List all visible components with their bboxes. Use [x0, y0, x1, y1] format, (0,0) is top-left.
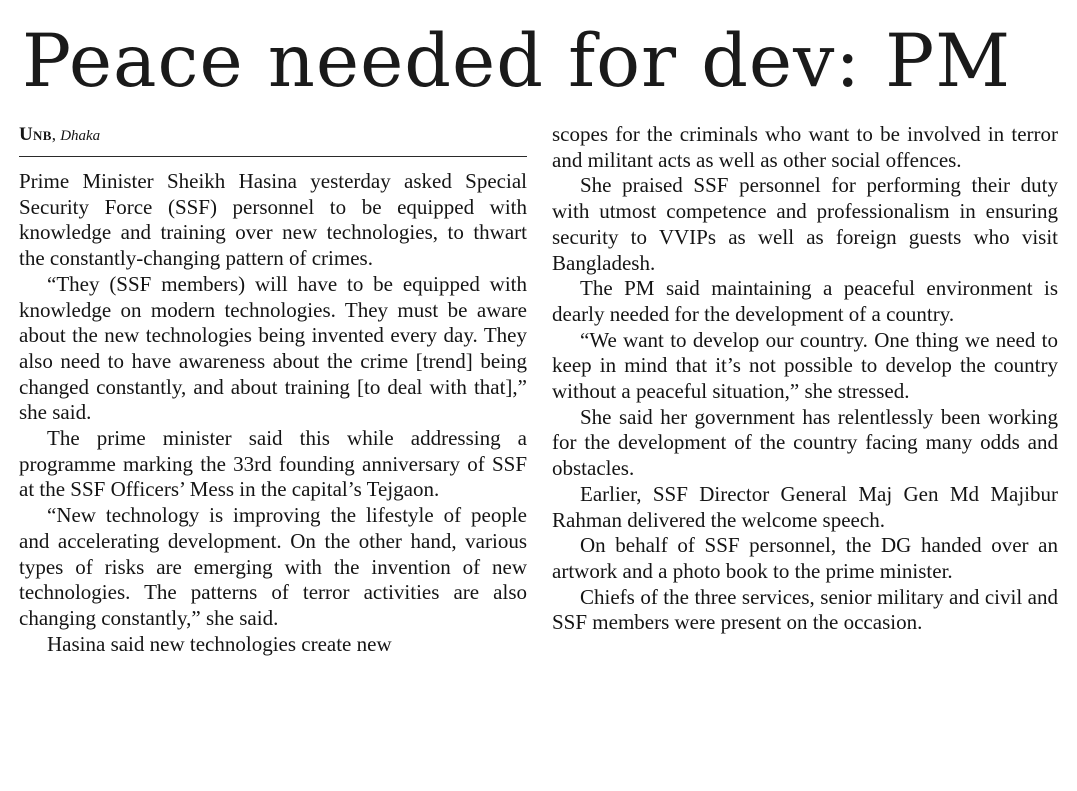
byline: Unb, Dhaka — [19, 124, 101, 145]
paragraph: On behalf of SSF personnel, the DG handed over an artwork and a photo book to the prime minister. — [552, 533, 1058, 583]
paragraph: Chiefs of the three services, senior military and civil and SSF members were present on the occasion. — [552, 584, 1058, 635]
byline-divider — [19, 156, 527, 157]
paragraph: “New technology is improving the lifestyle of people and accelerating development. On the other hand, various types of risks are emerging with the invention of new technologies. The patterns of terror activities are also changing constantly,” she said. — [19, 503, 527, 630]
byline-place: Dhaka — [60, 128, 101, 144]
paragraph: scopes for the criminals who want to be involved in terror and militant acts as well as other social offences. — [552, 122, 1058, 172]
paragraph: The prime minister said this while addressing a programme marking the 33rd founding anniversary of SSF at the SSF Officers’ Mess in the capital’s Tejgaon. — [19, 426, 527, 502]
paragraph: “We want to develop our country. One thing we need to keep in mind that it’s not possible to develop the country without a peaceful situation,” she stressed. — [552, 327, 1058, 404]
paragraph: Hasina said new technologies create new — [47, 631, 392, 656]
paragraph: Prime Minister Sheikh Hasina yesterday asked Special Security Force (SSF) personnel to be equipped with knowledge and training over new technologies, to thwart the constantly-changing pattern of crimes. — [19, 169, 527, 271]
paragraph: She praised SSF personnel for performing their duty with utmost competence and professionalism in ensuring security to VVIPs as well as foreign guests who visit Bangladesh. — [552, 173, 1058, 275]
article-column-left — [19, 122, 527, 657]
paragraph: “They (SSF members) will have to be equipped with knowledge on modern technologies. They must be aware about the new technologies being invented every day. They also need to have awareness about the crime [trend] being changed constantly, and about training [to deal with that],” she said. — [19, 271, 527, 425]
paragraph: Earlier, SSF Director General Maj Gen Md Majibur Rahman delivered the welcome speech. — [552, 481, 1058, 532]
article-column-right — [552, 122, 1058, 636]
headline: Peace needed for dev: PM — [22, 19, 1012, 104]
byline-agency: Unb — [19, 124, 52, 145]
paragraph: She said her government has relentlessly been working for the development of the country facing many odds and obstacles. — [552, 404, 1058, 481]
paragraph: The PM said maintaining a peaceful environment is dearly needed for the development of a country. — [552, 276, 1058, 326]
